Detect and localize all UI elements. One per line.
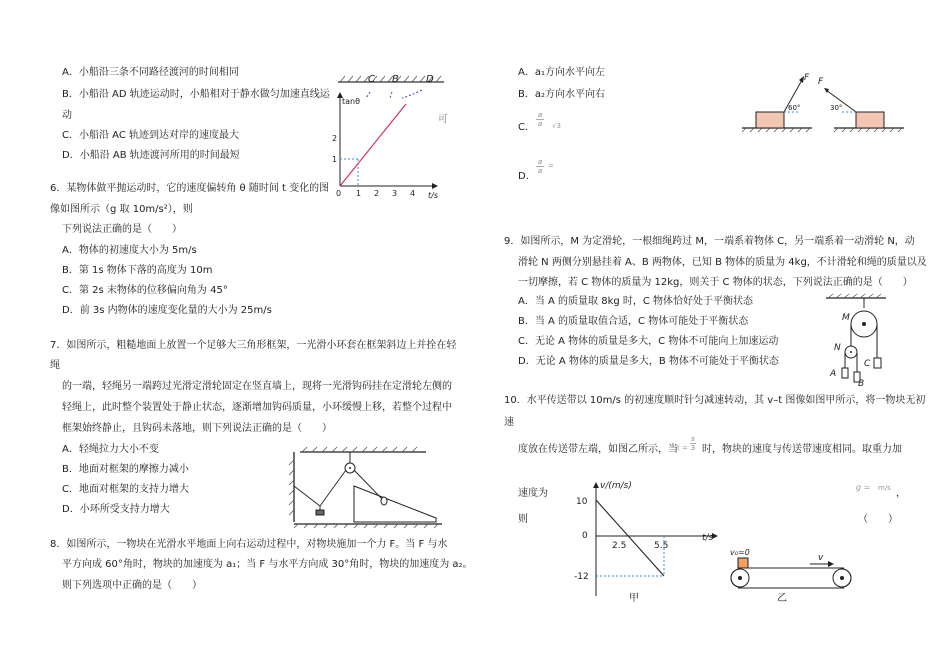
q10-tick-m12: -12 <box>574 572 589 582</box>
q9-option-b: B．当 A 的质量取值合适，C 物体可能处于平衡状态 <box>518 316 749 327</box>
q6-option-b: B．第 1s 物体下落的高度为 10m <box>62 265 213 276</box>
q5-xtick-1: 1 <box>356 189 362 198</box>
q5-tan-line <box>340 104 406 186</box>
q5-label-b: B <box>392 74 399 85</box>
q10-tick-10: 10 <box>576 497 588 507</box>
q10-stem-2: 速 <box>504 417 514 428</box>
q9-block-a <box>842 368 848 378</box>
q7-hook-weight <box>316 510 324 515</box>
q10-tick-2-5: 2.5 <box>612 541 627 551</box>
q9-label-a: A <box>830 369 837 379</box>
q10-frac-t-den: 3 <box>690 444 696 452</box>
q10-caption-yi: 乙 <box>777 593 787 604</box>
q5-side-note: 可 <box>438 114 448 125</box>
q10-vt-line <box>596 500 664 576</box>
q6-option-d: D．前 3s 内物体的速度变化量的大小为 25m/s <box>62 305 272 316</box>
q5-ytick-1: 1 <box>332 155 338 164</box>
q8-stem-2: 平方向成 60°角时，物块的加速度为 a₁；当 F 与水平方向成 30°角时，物块的加速度为 a₂。 <box>62 559 473 570</box>
q10-comma: ， <box>896 488 906 499</box>
q8-option-c: C． <box>518 122 535 133</box>
q8-frac-c-rhs: √3 <box>552 122 561 130</box>
q6-option-c: C．第 2s 末物体的位移偏向角为 45° <box>62 285 228 296</box>
q7-ring <box>381 497 387 505</box>
q7-frame <box>354 486 436 522</box>
q9-option-a: A．当 A 的质量取 8kg 时，C 物体恰好处于平衡状态 <box>518 296 754 307</box>
q10-stem-3b: 时，物块的速度与传送带速度相同。取重力加 <box>702 444 902 455</box>
q10-g-unit: m/s <box>878 484 891 492</box>
q5-xtick-3: 3 <box>392 189 398 198</box>
q7-figure <box>286 446 446 528</box>
q7-stem-1: 7．如图所示，粗糙地面上放置一个足够大三角形框架，一光滑小环套在框架斜边上并拴在轻 <box>50 340 457 351</box>
q8-frac-d-rhs: = <box>548 162 554 170</box>
q10-conveyor-block <box>738 558 748 568</box>
q10-belt-v0: v₀=0 <box>730 548 750 557</box>
q10-graph-xlabel: t/s <box>702 533 714 543</box>
q5-option-c: C．小船沿 AC 轨迹到达对岸的速度最大 <box>62 130 239 141</box>
q8-block-1 <box>756 112 784 128</box>
q10-frac-t-num: s <box>691 435 695 443</box>
q10-frac-t-lhs: t = <box>677 444 688 452</box>
q5-option-b-cont: 动 <box>62 110 72 121</box>
q9-figure <box>820 294 892 389</box>
q5-label-c: C <box>368 74 375 85</box>
q9-stem-2: 滑轮 N 两侧分别悬挂着 A、B 两物体，已知 B 物体的质量为 4kg，不计滑轮和绳的质量以及 <box>518 257 927 268</box>
q8-stem-3: 则下列选项中正确的是（ ） <box>62 580 202 591</box>
q9-label-m: M <box>842 313 850 323</box>
q7-stem-5: 框架始终静止，且钩码未落地，则下列说法正确的是（ ） <box>62 423 332 434</box>
q10-tick-0: 0 <box>582 531 588 541</box>
q7-option-b: B．地面对框架的摩擦力减小 <box>62 464 189 475</box>
q7-option-c: C．地面对框架的支持力增大 <box>62 484 189 495</box>
q8-option-b: B．a₂方向水平向右 <box>518 89 605 100</box>
q8-stem-1: 8．如图所示，一物块在光滑水平地面上向右运动过程中，对物块施加一个力 F。当 F 与水 <box>50 539 448 550</box>
q5-xtick-4: 4 <box>410 189 416 198</box>
q7-option-d: D．小环所受支持力增大 <box>62 504 170 515</box>
q9-label-c: C <box>864 359 871 369</box>
q5-option-a: A．小船沿三条不同路径渡河的时间相同 <box>62 67 239 78</box>
q5-option-d: D．小船沿 AB 轨迹渡河所用的时间最短 <box>62 150 240 161</box>
q9-label-b: B <box>858 379 865 389</box>
q10-stem-4: 速度为 <box>518 488 548 499</box>
q10-graph-ylabel: v/(m/s) <box>600 481 632 491</box>
q9-stem-1: 9．如图所示，M 为定滑轮，一根细绳跨过 M，一端系着物体 C，另一端系着一动滑轮 N，动 <box>504 236 915 247</box>
q7-stem-2: 绳 <box>50 360 60 371</box>
q8-angle-30: 30° <box>830 104 843 112</box>
q9-block-c <box>874 358 881 368</box>
q8-option-d: D． <box>518 171 536 182</box>
q10-stem-5: 则 <box>518 514 528 525</box>
q8-frac-d-den: a <box>537 167 543 175</box>
q6-stem-2: 像如图所示（g 取 10m/s²），则 <box>50 204 193 215</box>
q8-figure <box>738 70 908 136</box>
q8-force-label-2: F <box>818 77 824 87</box>
q9-option-d: D．无论 A 物体的质量是多大，B 物体不可能处于平衡状态 <box>518 356 779 367</box>
q10-stem-3a: 度放在传送带左端，如图乙所示，当 <box>518 444 678 455</box>
q8-frac-c-den: a <box>537 120 543 128</box>
q8-block-2 <box>856 112 884 128</box>
q8-angle-60: 60° <box>788 104 801 112</box>
q5-figure <box>330 70 450 200</box>
q10-tick-5-5: 5.5 <box>654 541 669 551</box>
q5-xtick-2: 2 <box>374 189 380 198</box>
q10-answer-paren: （ ） <box>858 514 898 525</box>
q7-stem-4: 轻绳上，此时整个装置处于静止状态，逐渐增加钩码质量，小环缓慢上移，若整个过程中 <box>62 402 452 413</box>
q10-frac-t <box>690 435 696 452</box>
q5-xtick-0: 0 <box>336 189 342 198</box>
q10-caption-jia: 甲 <box>629 593 639 604</box>
q10-stem-1: 10．水平传送带以 10m/s 的初速度顺时针匀减速转动，其 v–t 图像如图甲所示，将一物块无初 <box>504 395 926 406</box>
q10-conveyor-figure <box>726 546 858 592</box>
q8-option-d-fraction <box>536 158 544 175</box>
q5-label-d: D <box>426 74 434 85</box>
q10-g-text: g = <box>856 483 871 492</box>
q5-option-b: B．小船沿 AD 轨迹运动时，小船相对于静水做匀加速直线运 <box>62 89 330 100</box>
q8-frac-c-num: a <box>537 111 543 119</box>
q5-graph-xlabel: t/s <box>428 191 438 200</box>
q8-option-c-fraction <box>536 111 544 128</box>
q9-stem-3: 一切摩擦，若 C 物体的质量为 12kg，则关于 C 物体的状态，下列说法正确的是（ ） <box>518 277 913 288</box>
q8-force-label-1: F <box>804 73 810 83</box>
q6-option-a: A．物体的初速度大小为 5m/s <box>62 245 197 256</box>
q6-stem-1: 6．某物体做平抛运动时，它的速度偏转角 θ 随时间 t 变化的图 <box>50 183 330 194</box>
q7-option-a: A．轻绳拉力大小不变 <box>62 444 159 455</box>
q5-graph-ylabel: tanθ <box>342 97 361 106</box>
q9-label-n: N <box>834 343 841 353</box>
q9-option-c: C．无论 A 物体的质量是多大，C 物体不可能向上加速运动 <box>518 336 779 347</box>
q8-option-a: A．a₁方向水平向左 <box>518 67 605 78</box>
q10-vt-graph <box>566 478 726 606</box>
q7-stem-3: 的一端，轻绳另一端跨过光滑定滑轮固定在竖直墙上，现将一光滑钩码挂在定滑轮左侧的 <box>62 381 452 392</box>
q6-stem-3: 下列说法正确的是（ ） <box>62 224 182 235</box>
q5-ytick-2: 2 <box>332 134 338 143</box>
q8-frac-d-num: a <box>537 158 543 166</box>
q10-belt-v: v <box>818 553 824 563</box>
